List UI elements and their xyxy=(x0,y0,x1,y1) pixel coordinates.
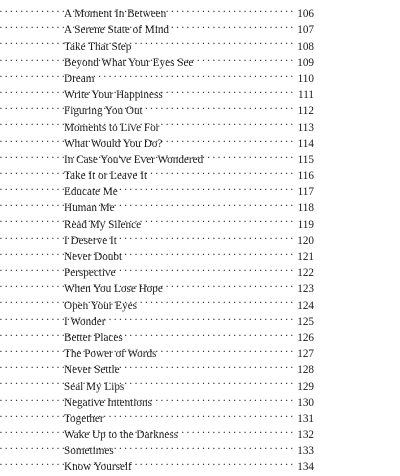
toc-entry-page-number: 128 xyxy=(297,364,314,377)
toc-entry-page-number: 118 xyxy=(297,202,314,215)
toc-entry-title: I Wonder xyxy=(64,315,106,328)
toc-entry xyxy=(64,309,314,328)
toc-entry-title: Open Your Eyes xyxy=(64,299,138,312)
toc-entry-title: Read My Silence xyxy=(64,218,142,231)
toc-entry-title: Better Places xyxy=(64,331,123,344)
toc-entry-page-number: 111 xyxy=(298,89,314,102)
toc-entry-title: Educate Me xyxy=(64,186,118,199)
toc-entry xyxy=(64,422,314,442)
toc-entry xyxy=(64,82,314,102)
toc-entry-page-number: 132 xyxy=(297,429,314,442)
toc-entry-page-number: 129 xyxy=(297,380,314,393)
toc-entry-page-number: 123 xyxy=(297,283,314,296)
dot-leader xyxy=(118,195,293,211)
dot-leader xyxy=(135,454,293,470)
dot-leader xyxy=(117,438,293,454)
toc-entry-title: In Case You've Ever Wondered xyxy=(64,153,204,166)
dot-leader xyxy=(172,17,293,33)
toc-entry-title: Moments to Live For xyxy=(64,121,160,134)
toc-entry-title: Human Me xyxy=(64,202,115,215)
dot-leader xyxy=(120,228,293,244)
dot-leader xyxy=(155,390,293,406)
toc-entry-page-number: 125 xyxy=(297,315,314,328)
toc-entry-page-number: 134 xyxy=(297,461,314,474)
toc-entry-title: Sometimes xyxy=(64,445,114,458)
toc-entry-title: Seal My Lips xyxy=(64,380,125,393)
dot-leader xyxy=(140,292,293,308)
toc-entry xyxy=(64,114,314,134)
toc-entry xyxy=(64,357,314,377)
toc-entry-title: Perspective xyxy=(64,267,116,280)
toc-entry xyxy=(64,1,314,21)
toc-entry xyxy=(64,228,314,247)
toc-entry-title: Take It or Leave It xyxy=(64,170,148,183)
toc-entry-page-number: 109 xyxy=(297,56,314,69)
toc-entry xyxy=(64,66,314,85)
toc-entry-title: Beyond What Your Eyes See xyxy=(64,56,194,69)
toc-entry xyxy=(64,341,314,361)
toc-entry-page-number: 113 xyxy=(297,121,314,134)
toc-entry-page-number: 126 xyxy=(297,331,314,344)
toc-entry-title: Take That Step xyxy=(64,40,132,53)
toc-entry xyxy=(64,276,314,296)
toc-entry-title: A Moment In Between xyxy=(64,8,167,21)
toc-entry-page-number: 108 xyxy=(297,40,314,53)
toc-entry-page-number: 133 xyxy=(297,445,314,458)
toc-entry xyxy=(64,195,314,215)
toc-entry-title: When You Lose Hope xyxy=(64,283,163,296)
dot-leader xyxy=(146,98,293,114)
toc-entry xyxy=(64,179,314,199)
toc-entry-page-number: 130 xyxy=(297,396,314,409)
dot-leader xyxy=(107,406,293,422)
dot-leader xyxy=(97,66,293,82)
toc-entry-page-number: 110 xyxy=(297,72,314,85)
table-of-contents xyxy=(64,1,314,474)
toc-entry xyxy=(64,373,314,393)
toc-entry xyxy=(64,147,314,166)
toc-entry-page-number: 106 xyxy=(297,8,314,21)
toc-entry-page-number: 115 xyxy=(297,153,314,166)
dot-leader xyxy=(166,276,293,292)
toc-entry xyxy=(64,406,314,425)
dot-leader xyxy=(196,50,293,66)
dot-leader xyxy=(119,260,293,276)
toc-entry-title: What Would You Do? xyxy=(64,137,163,150)
dot-leader xyxy=(144,211,293,227)
dot-leader xyxy=(126,325,293,341)
toc-entry-page-number: 124 xyxy=(297,299,314,312)
toc-entry-page-number: 107 xyxy=(297,24,314,37)
toc-entry-page-number: 122 xyxy=(297,267,314,280)
dot-leader xyxy=(206,147,293,163)
dot-leader xyxy=(127,373,293,389)
toc-entry-title: Never Doubt xyxy=(64,251,123,263)
dot-leader xyxy=(166,82,293,98)
dot-leader xyxy=(169,1,293,17)
toc-entry xyxy=(64,292,314,312)
toc-entry-page-number: 120 xyxy=(297,234,314,247)
toc-entry xyxy=(64,260,314,280)
toc-entry xyxy=(64,163,314,183)
toc-entry xyxy=(64,131,314,150)
toc-entry-title: Dream xyxy=(64,72,95,85)
dot-leader xyxy=(108,309,293,325)
toc-entry xyxy=(64,211,314,231)
toc-entry xyxy=(64,438,314,458)
toc-entry-title: Together xyxy=(64,412,104,425)
toc-entry-title: Wake Up to the Darkness xyxy=(64,429,179,442)
dot-leader xyxy=(150,163,293,179)
toc-entry-page-number: 117 xyxy=(297,186,314,199)
dot-leader xyxy=(165,131,293,147)
toc-entry xyxy=(64,33,314,53)
toc-entry-title: The Power of Words xyxy=(64,348,157,361)
toc-entry-page-number: 119 xyxy=(297,218,314,231)
toc-entry-title: Negative Intentions xyxy=(64,396,152,409)
toc-entry-title: Figuring You Out xyxy=(64,105,143,118)
toc-entry-page-number: 121 xyxy=(297,251,314,263)
toc-entry xyxy=(64,50,314,69)
toc-entry xyxy=(64,98,314,118)
dot-leader xyxy=(162,114,293,130)
dot-leader xyxy=(181,422,293,438)
dot-leader xyxy=(125,244,293,260)
toc-entry-title: Write Your Happiness xyxy=(64,89,163,102)
toc-entry xyxy=(64,244,314,263)
toc-entry-title: I Deserve It xyxy=(64,234,117,247)
dot-leader xyxy=(123,357,293,373)
dot-leader xyxy=(121,179,293,195)
toc-entry-title: A Serene State of Mind xyxy=(64,24,170,37)
toc-entry xyxy=(64,17,314,37)
toc-entry-title: Know Yourself xyxy=(64,461,132,474)
toc-entry-page-number: 131 xyxy=(297,412,314,425)
toc-entry xyxy=(64,390,314,409)
toc-entry-title: Never Settle xyxy=(64,364,120,377)
dot-leader xyxy=(159,341,293,357)
toc-entry xyxy=(64,325,314,344)
dot-leader xyxy=(134,33,293,49)
toc-entry-page-number: 127 xyxy=(297,348,314,361)
toc-entry xyxy=(64,454,314,474)
toc-entry-page-number: 116 xyxy=(297,170,314,183)
toc-entry-page-number: 112 xyxy=(297,105,314,118)
toc-entry-page-number: 114 xyxy=(297,137,314,150)
